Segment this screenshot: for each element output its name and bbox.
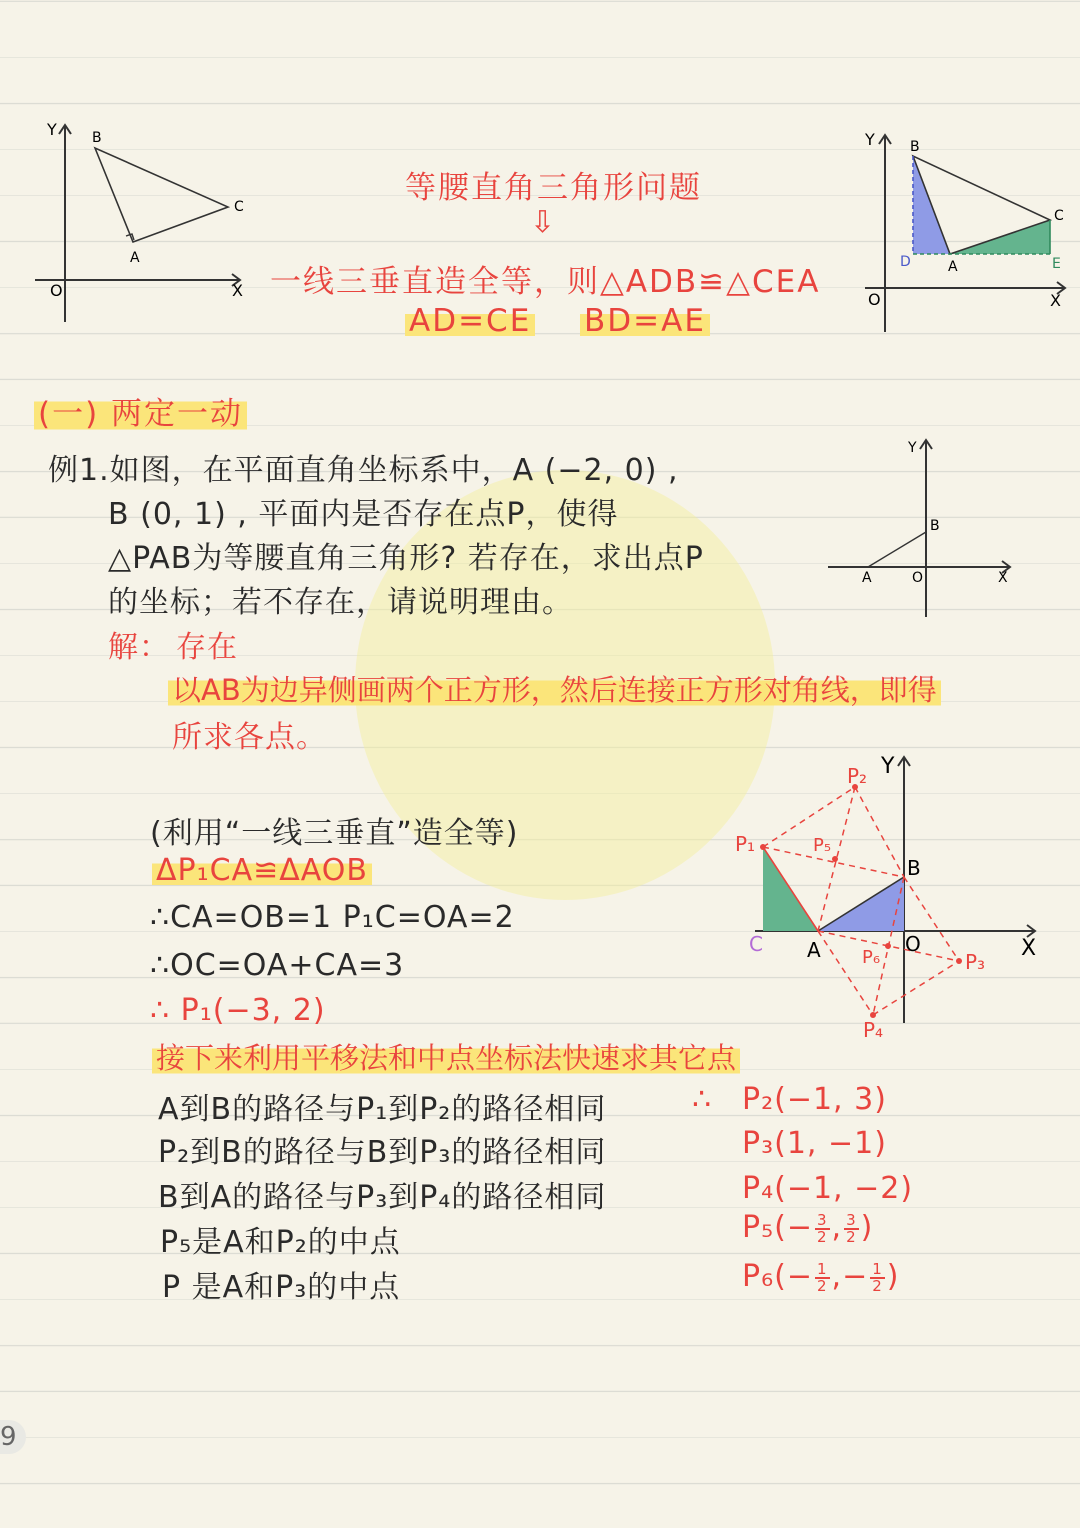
- result-p6: P₆(− $\frac{1}{2}$ ,− $\frac{1}{2}$ ): [742, 1259, 900, 1295]
- example-line-2: B (0, 1) , 平面内是否存在点P，使得: [108, 497, 619, 532]
- result-p6-y-frac: $\frac{1}{2}$: [872, 1259, 883, 1295]
- result-p5-y-frac: $\frac{3}{2}$: [846, 1210, 857, 1246]
- result-p5-x-frac: $\frac{3}{2}$: [816, 1210, 828, 1246]
- fig-left-y: Y: [47, 120, 57, 139]
- fig-right-b: B: [910, 139, 920, 155]
- figure-example: [820, 432, 1020, 622]
- solution-method-line-1: 以AB为边异侧画两个正方形，然后连接正方形对角线，即得: [168, 668, 941, 709]
- result-p6-x-frac: $\frac{1}{2}$: [816, 1259, 828, 1295]
- result-p5-label: P₅(: [742, 1210, 787, 1245]
- result-p3: P₃(1, −1): [742, 1126, 887, 1161]
- figure-left-triangle: [30, 110, 260, 330]
- fig-example-o: O: [912, 570, 924, 586]
- fig-solution-p5: P₅: [813, 835, 832, 856]
- solution-method-line-2: 所求各点。: [172, 720, 327, 755]
- fig-right-o: O: [868, 290, 881, 309]
- fig-solution-p3: P₃: [965, 950, 986, 974]
- fig-solution-x: X: [1021, 936, 1037, 961]
- fig-solution-p1: P₁: [735, 832, 756, 856]
- down-arrow-icon: ⇩: [530, 205, 556, 240]
- fig-solution-o: O: [905, 932, 921, 956]
- proof-step-1: ∴CA=OB=1 P₁C=OA=2: [150, 900, 515, 935]
- solution-label: 解：: [108, 630, 170, 665]
- proof-step-3: ∴ P₁(−3, 2): [150, 993, 326, 1028]
- fig-example-a: A: [862, 570, 872, 586]
- fig-example-y: Y: [908, 440, 917, 456]
- result-p6-label: P₆(: [742, 1259, 787, 1294]
- fig-solution-a: A: [807, 938, 821, 962]
- fig-left-x: X: [232, 281, 243, 300]
- fig-right-a: A: [948, 259, 958, 275]
- proof-transition: 接下来利用平移法和中点坐标法快速求其它点: [152, 1036, 740, 1077]
- solution-answer: 存在: [176, 630, 238, 665]
- method-item-4: P₅是A和P₂的中点: [160, 1225, 401, 1260]
- fig-solution-p6: P₆: [862, 947, 881, 968]
- fig-solution-p2: P₂: [847, 764, 868, 788]
- result-p5: P₅(− $\frac{3}{2}$ , $\frac{3}{2}$ ): [742, 1210, 874, 1246]
- figure-solution: [735, 745, 1055, 1055]
- header-eq2: BD=AE: [580, 303, 710, 339]
- result-p5-x-sign: −: [786, 1210, 813, 1245]
- figure-right-triangle: [860, 120, 1080, 340]
- method-item-5: P 是A和P₃的中点: [162, 1270, 401, 1305]
- fig-left-a: A: [130, 250, 140, 266]
- result-p6-y-sign: −: [842, 1259, 869, 1294]
- method-item-3: B到A的路径与P₃到P₄的路径相同: [158, 1180, 607, 1215]
- fig-left-o: O: [50, 281, 63, 300]
- fig-solution-y: Y: [881, 754, 895, 779]
- header-title: 等腰直角三角形问题: [405, 170, 702, 206]
- fig-right-e: E: [1052, 256, 1061, 272]
- method-item-1: A到B的路径与P₁到P₂的路径相同: [158, 1092, 607, 1127]
- header-rule: 一线三垂直造全等，则△ADB≌△CEA: [270, 264, 821, 300]
- header-eq1: AD=CE: [405, 303, 535, 339]
- result-p4: P₄(−1, −2): [742, 1171, 914, 1206]
- section-heading: (一) 两定一动: [34, 388, 247, 433]
- fig-right-x: X: [1050, 291, 1061, 310]
- proof-step-2: ∴OC=OA+CA=3: [150, 948, 405, 983]
- example-line-4: 的坐标；若不存在，请说明理由。: [108, 585, 573, 620]
- page-number: 9: [0, 1420, 26, 1454]
- example-line-1: 例1.如图，在平面直角坐标系中，A (−2, 0) ,: [48, 453, 679, 488]
- fig-right-y: Y: [865, 130, 875, 149]
- results-therefore: ∴: [692, 1082, 713, 1117]
- example-line-3: △PAB为等腰直角三角形? 若存在，求出点P: [108, 541, 704, 576]
- proof-note: (利用“一线三垂直”造全等): [150, 816, 519, 851]
- result-p6-x-sign: −: [786, 1259, 813, 1294]
- method-item-2: P₂到B的路径与B到P₃的路径相同: [158, 1135, 607, 1170]
- proof-congruence: ΔP₁CA≌ΔAOB: [152, 853, 372, 888]
- fig-example-x: X: [998, 570, 1008, 586]
- fig-solution-p4: P₄: [863, 1018, 884, 1042]
- fig-left-b: B: [92, 130, 102, 146]
- result-p2: P₂(−1, 3): [742, 1082, 887, 1117]
- fig-example-b: B: [930, 518, 940, 534]
- fig-right-d: D: [900, 254, 911, 270]
- fig-left-c: C: [234, 199, 244, 215]
- fig-solution-b: B: [907, 856, 921, 880]
- fig-right-c: C: [1054, 208, 1064, 224]
- fig-solution-c: C: [749, 932, 763, 956]
